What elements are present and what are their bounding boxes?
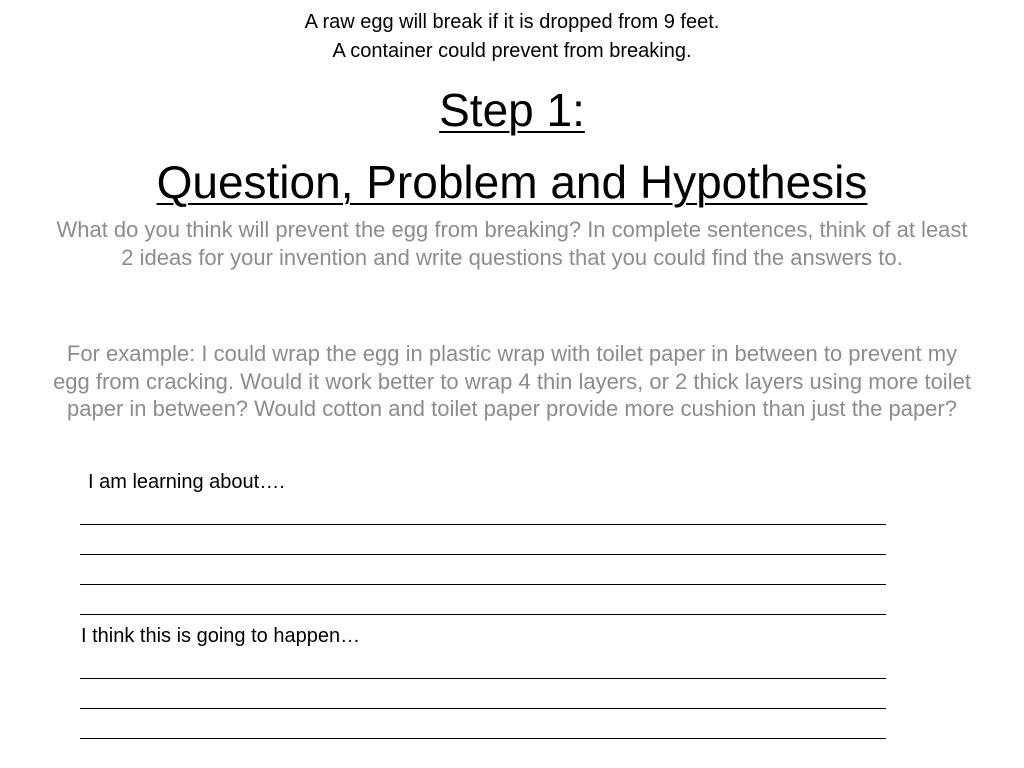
title-line-2 — [0, 146, 1024, 218]
learning-answer-line-3[interactable] — [80, 584, 886, 585]
page-title — [0, 74, 1024, 218]
instructions-paragraph: What do you think will prevent the egg from breaking? In complete sentences, think of at least 2 ideas for your invention and write questions that you could find the answers to. — [56, 217, 968, 270]
hypothesis-answer-line-2[interactable] — [80, 708, 886, 709]
intro-text — [0, 8, 1024, 66]
hypothesis-answer-line-1[interactable] — [80, 678, 886, 679]
hypothesis-answer-line-3[interactable] — [80, 738, 886, 739]
hypothesis-prompt: I think this is going to happen… — [81, 625, 361, 647]
learning-answer-line-1[interactable] — [80, 524, 886, 525]
intro-line-2: A container could prevent from breaking. — [332, 40, 692, 62]
title-line-1 — [0, 74, 1024, 146]
learning-answer-line-4[interactable] — [80, 614, 886, 615]
title-subject: Question, Problem and Hypothesis — [156, 156, 868, 208]
example-paragraph: For example: I could wrap the egg in plastic wrap with toilet paper in between to prevent my egg from cracking. Would it work better to wrap 4 thin layers, or 2 thick layers using more toilet paper in between? Would cotton and toilet paper provide more cushion than just the paper? — [53, 341, 971, 421]
learning-answer-line-2[interactable] — [80, 554, 886, 555]
title-step: Step 1: — [439, 84, 585, 136]
intro-line-1: A raw egg will break if it is dropped from 9 feet. — [304, 11, 720, 33]
learning-prompt: I am learning about…. — [88, 471, 285, 493]
